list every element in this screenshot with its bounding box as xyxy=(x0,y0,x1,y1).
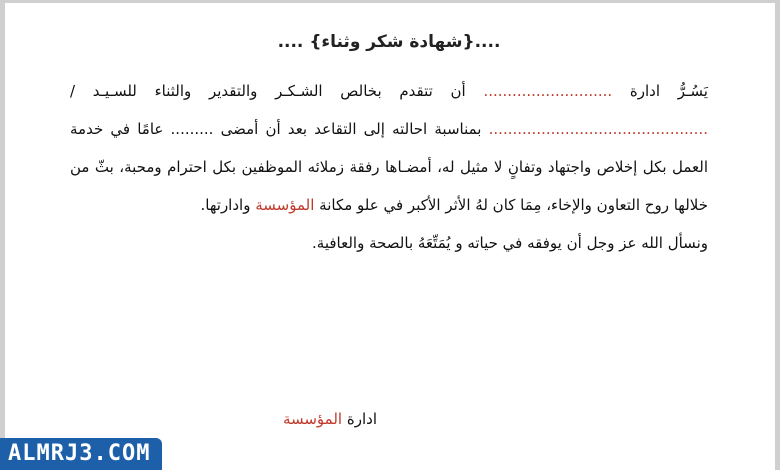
body-line3-end: وادارتها. xyxy=(200,196,251,214)
prayer-paragraph: ونسأل الله عز وجل أن يوفقه في حياته و يُمَتِّعَهُ بالصحة والعافية. xyxy=(312,234,708,252)
certificate-body-paragraph xyxy=(70,72,708,224)
name-placeholder-dots: .............................................. xyxy=(488,120,708,138)
signature-block xyxy=(283,410,377,428)
watermark-logo: ALMRJ3.COM xyxy=(0,438,162,470)
body-line3: خدمة العمل بكل إخلاص واجتهاد وتفانٍ لا مثيل له، أمضـاها رفقة زملائه الموظفين بكل احترام ومحبة، بثّ من خلالها روح التعاون والإخاء، مِمَا كان لهُ الأثر الأكبر في علو مكانة xyxy=(70,120,708,214)
signature-org-name: المؤسسة xyxy=(282,410,343,428)
body-line2: بمناسبة احالته إلى التقاعد بعد أن أمضى ......... عامًا في xyxy=(110,120,482,138)
body-line1-end: أن تتقدم بخالص الشـكـر والتقدير والثناء للسـيـد / xyxy=(70,82,466,100)
signature-label: ادارة xyxy=(346,410,377,428)
certificate-title: ....{شهادة شكر وثناء} .... xyxy=(277,32,501,52)
org-name-highlight: المؤسسة xyxy=(255,196,315,214)
certificate-document xyxy=(70,22,708,262)
body-line1-start: يَسُـرُّ ادارة xyxy=(629,82,708,100)
org-placeholder-dots: ........................... xyxy=(483,82,613,100)
